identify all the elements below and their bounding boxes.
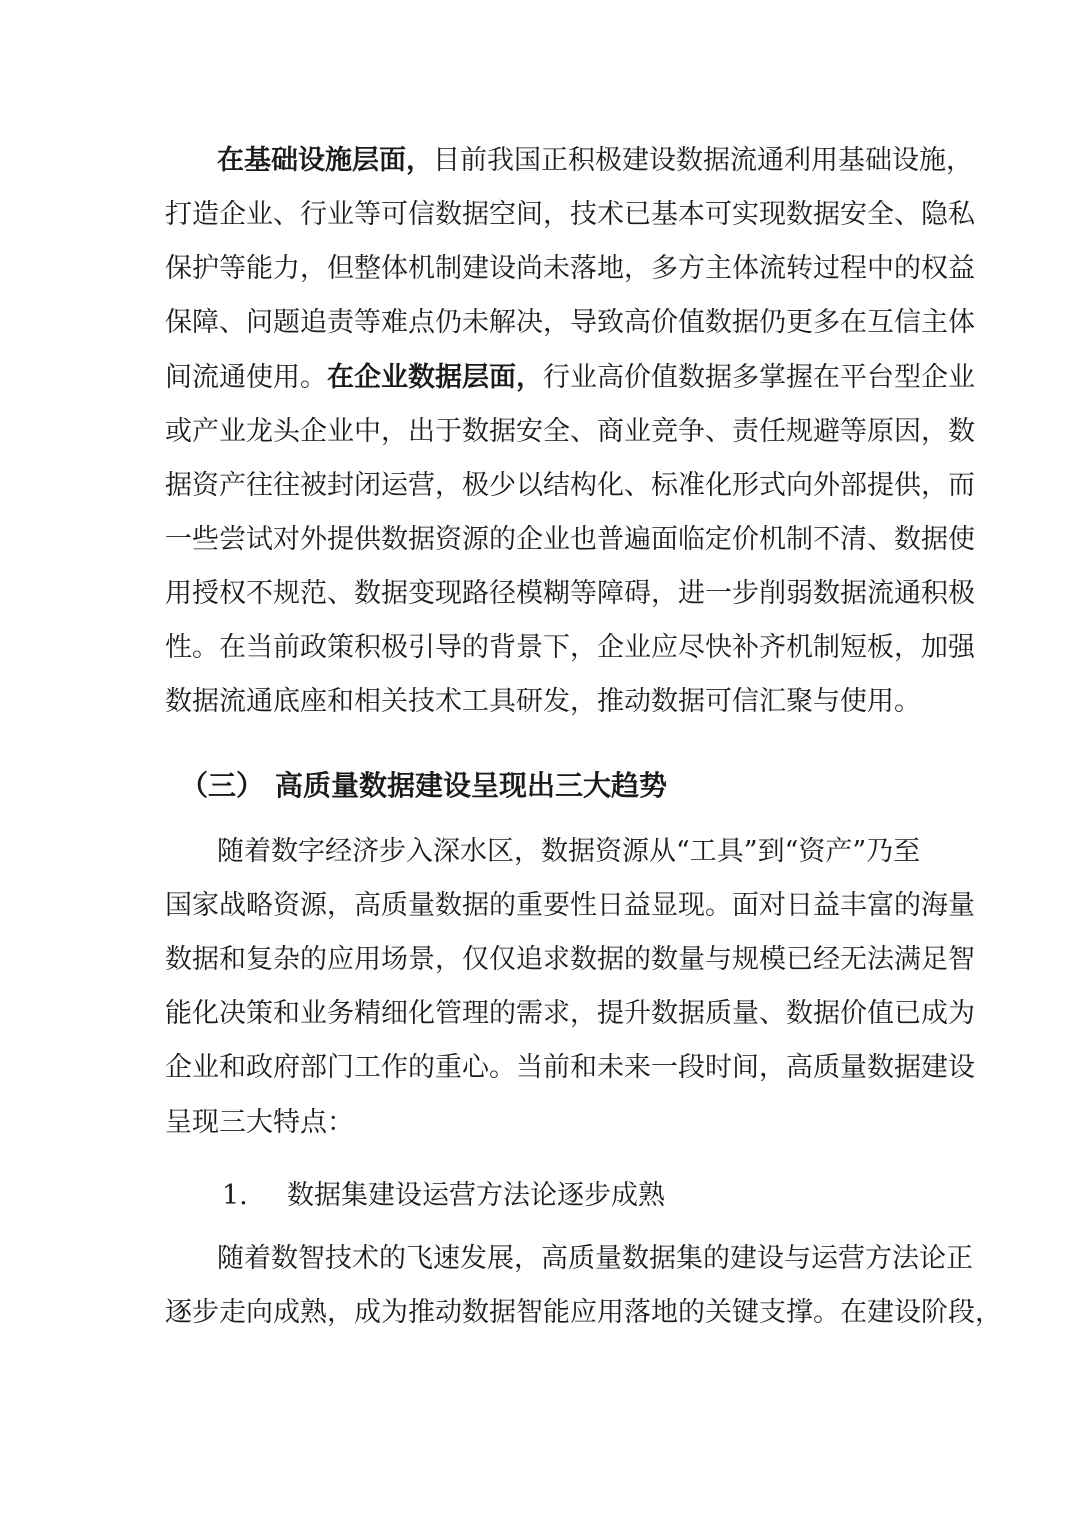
bold-lead-infrastructure: 在基础设施层面， — [217, 145, 433, 176]
paragraph-line — [217, 143, 973, 179]
paragraph-line: 或产业龙头企业中，出于数据安全、商业竞争、责任规避等原因，数 — [165, 416, 975, 447]
paragraph-line: 数据流通底座和相关技术工具研发，推动数据可信汇聚与使用。 — [165, 686, 921, 717]
section-heading-title: 高质量数据建设呈现出三大趋势 — [275, 769, 668, 802]
paragraph-line: 性。在当前政策积极引导的背景下，企业应尽快补齐机制短板，加强 — [165, 632, 975, 663]
bold-lead-enterprise-data: 在企业数据层面， — [327, 362, 543, 393]
paragraph-line: 能化决策和业务精细化管理的需求，提升数据质量、数据价值已成为 — [165, 998, 975, 1029]
subsection-heading-number: 1. — [222, 1180, 248, 1211]
paragraph-line: 保护等能力，但整体机制建设尚未落地，多方主体流转过程中的权益 — [165, 253, 975, 284]
paragraph-line: 随着数字经济步入深水区，数据资源从“工具”到“资产”乃至 — [217, 836, 921, 867]
paragraph-line: 呈现三大特点： — [165, 1107, 354, 1138]
paragraph-line: 据资产往往被封闭运营，极少以结构化、标准化形式向外部提供，而 — [165, 470, 975, 501]
paragraph-line: 数据和复杂的应用场景，仅仅追求数据的数量与规模已经无法满足智 — [165, 944, 975, 975]
subsection-heading-title: 数据集建设运营方法论逐步成熟 — [287, 1180, 665, 1211]
paragraph-text: 间流通使用。 — [165, 362, 327, 393]
paragraph-line — [165, 360, 975, 396]
paragraph-line: 企业和政府部门工作的重心。当前和未来一段时间，高质量数据建设 — [165, 1052, 975, 1083]
paragraph-line: 国家战略资源，高质量数据的重要性日益显现。面对日益丰富的海量 — [165, 890, 975, 921]
paragraph-line: 逐步走向成熟，成为推动数据智能应用落地的关键支撑。在建设阶段， — [165, 1297, 1002, 1328]
paragraph-line: 保障、问题追责等难点仍未解决，导致高价值数据仍更多在互信主体 — [165, 307, 975, 338]
paragraph-line: 打造企业、行业等可信数据空间，技术已基本可实现数据安全、隐私 — [165, 199, 975, 230]
paragraph-line: 一些尝试对外提供数据资源的企业也普遍面临定价机制不清、数据使 — [165, 524, 975, 555]
section-heading-number: （三） — [180, 769, 265, 802]
paragraph-text: 行业高价值数据多掌握在平台型企业 — [543, 362, 975, 393]
paragraph-text: 目前我国正积极建设数据流通利用基础设施， — [433, 145, 973, 176]
paragraph-line: 用授权不规范、数据变现路径模糊等障碍，进一步削弱数据流通积极 — [165, 578, 975, 609]
paragraph-line: 随着数智技术的飞速发展，高质量数据集的建设与运营方法论正 — [217, 1243, 973, 1274]
